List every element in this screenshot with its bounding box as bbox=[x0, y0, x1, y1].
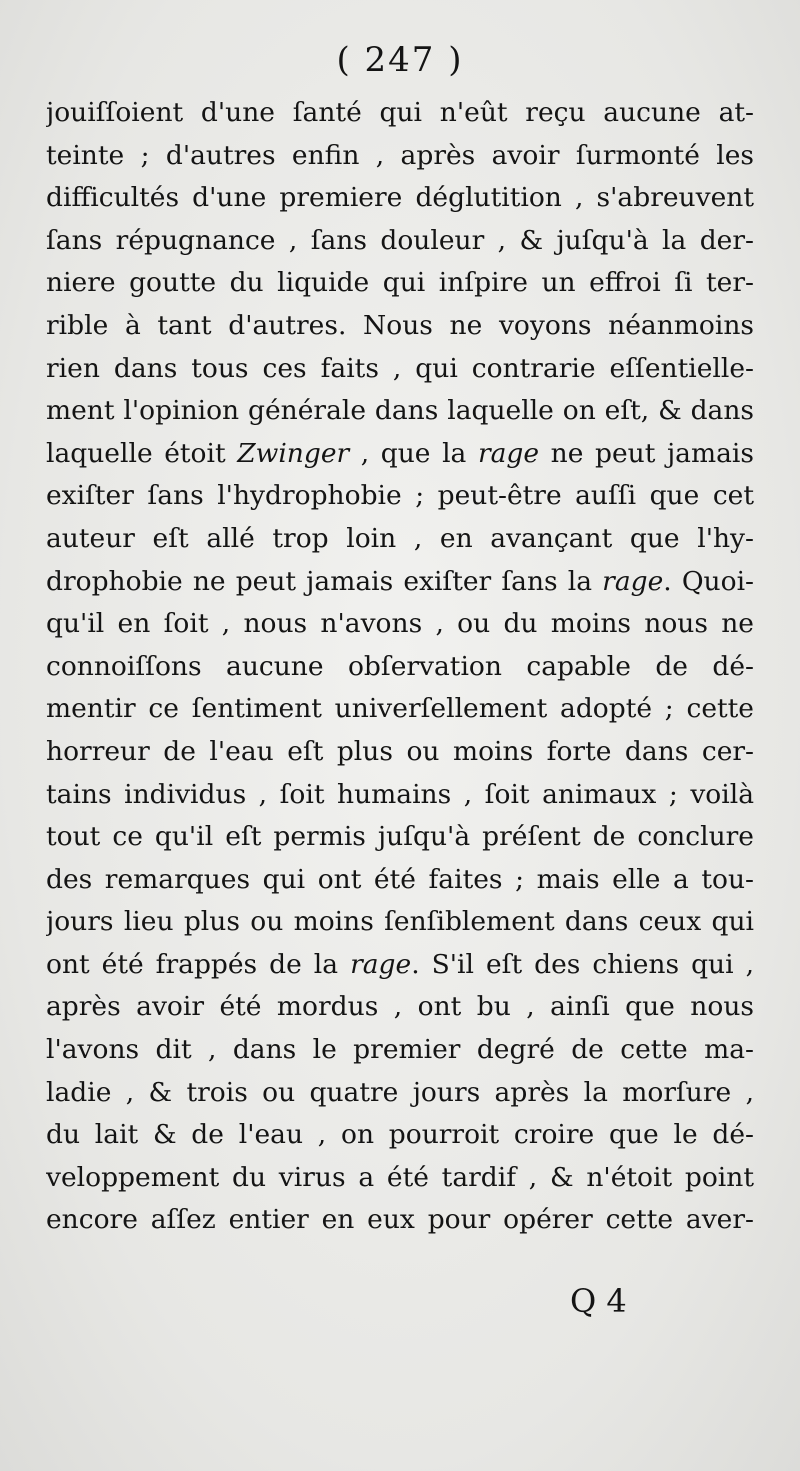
text-run: tout ce qu'il eſt permis juſqu'à préſent de conclure bbox=[46, 821, 754, 853]
text-line bbox=[46, 1199, 754, 1242]
text-line bbox=[46, 774, 754, 817]
text-line bbox=[46, 816, 754, 859]
text-line bbox=[46, 561, 754, 604]
text-line bbox=[46, 518, 754, 561]
body-text bbox=[46, 92, 754, 1242]
text-line bbox=[46, 1114, 754, 1157]
text-run: du lait & de l'eau , on pourroit croire que le dé- bbox=[46, 1119, 754, 1151]
text-line bbox=[46, 1157, 754, 1200]
italic-word: rage bbox=[477, 437, 540, 469]
text-run: ment l'opinion générale dans laquelle on eſt, & dans bbox=[46, 395, 754, 427]
text-run: drophobie ne peut jamais exiſter ſans la bbox=[46, 565, 603, 597]
text-run: mentir ce ſentiment univerſellement adopté ; cette bbox=[46, 693, 754, 725]
text-line bbox=[46, 986, 754, 1029]
text-run: laquelle étoit bbox=[46, 437, 238, 469]
signature-mark: Q 4 bbox=[570, 1282, 627, 1320]
text-run: des remarques qui ont été faites ; mais elle a tou- bbox=[46, 863, 754, 895]
italic-word: rage bbox=[602, 565, 664, 597]
text-run: jouiſſoient d'une ſanté qui n'eût reçu aucune at- bbox=[46, 97, 754, 128]
text-line bbox=[46, 646, 754, 689]
italic-word: Zwinger bbox=[237, 437, 350, 469]
text-run: connoiſſons aucune obſervation capable de dé- bbox=[46, 650, 754, 682]
text-line bbox=[46, 92, 754, 135]
text-line bbox=[46, 433, 754, 476]
text-run: encore aſſez entier en eux pour opérer cette aver- bbox=[46, 1204, 754, 1236]
text-run: horreur de l'eau eſt plus ou moins forte dans cer- bbox=[46, 735, 754, 767]
text-run: l'avons dit , dans le premier degré de cette ma- bbox=[46, 1034, 754, 1066]
text-line bbox=[46, 348, 754, 391]
text-line bbox=[46, 262, 754, 305]
text-line bbox=[46, 135, 754, 178]
text-line bbox=[46, 177, 754, 220]
text-run: exiſter ſans l'hydrophobie ; peut-être auſſi que cet bbox=[46, 480, 754, 512]
text-line bbox=[46, 1072, 754, 1115]
text-line bbox=[46, 220, 754, 263]
text-run: ne peut jamais bbox=[539, 437, 754, 469]
text-run: veloppement du virus a été tardif , & n'étoit point bbox=[46, 1161, 754, 1193]
text-run: auteur eſt allé trop loin , en avançant que l'hy- bbox=[46, 522, 754, 554]
italic-word: rage bbox=[350, 948, 412, 980]
text-run: jours lieu plus ou moins ſenſiblement dans ceux qui bbox=[46, 906, 754, 938]
text-line bbox=[46, 390, 754, 433]
text-run: ont été frappés de la bbox=[46, 948, 351, 980]
text-run: ſans répugnance , ſans douleur , & juſqu'à la der- bbox=[46, 224, 754, 256]
text-run: niere goutte du liquide qui inſpire un effroi ſi ter- bbox=[46, 267, 754, 299]
text-run: difficultés d'une premiere déglutition , s'abreuvent bbox=[46, 182, 754, 214]
text-run: , que la bbox=[349, 437, 478, 469]
text-line bbox=[46, 731, 754, 774]
text-run: tains individus , ſoit humains , ſoit animaux ; voilà bbox=[46, 778, 754, 810]
text-run: ladie , & trois ou quatre jours après la morſure , bbox=[46, 1076, 754, 1108]
text-line bbox=[46, 305, 754, 348]
text-run: . S'il eſt des chiens qui , bbox=[411, 948, 754, 980]
page-number: ( 247 ) bbox=[336, 40, 464, 80]
text-line bbox=[46, 944, 754, 987]
text-run: rible à tant d'autres. Nous ne voyons néanmoins bbox=[46, 309, 754, 341]
text-run: . Quoi- bbox=[663, 565, 754, 597]
text-line bbox=[46, 475, 754, 518]
text-run: teinte ; d'autres enfin , après avoir ſurmonté les bbox=[46, 139, 754, 171]
text-line bbox=[46, 901, 754, 944]
text-run: après avoir été mordus , ont bu , ainſi que nous bbox=[46, 991, 754, 1023]
text-line bbox=[46, 1029, 754, 1072]
text-line bbox=[46, 859, 754, 902]
text-line bbox=[46, 603, 754, 646]
text-run: rien dans tous ces faits , qui contrarie eſſentielle- bbox=[46, 352, 754, 384]
text-run: qu'il en ſoit , nous n'avons , ou du moins nous ne bbox=[46, 608, 754, 640]
text-line bbox=[46, 688, 754, 731]
